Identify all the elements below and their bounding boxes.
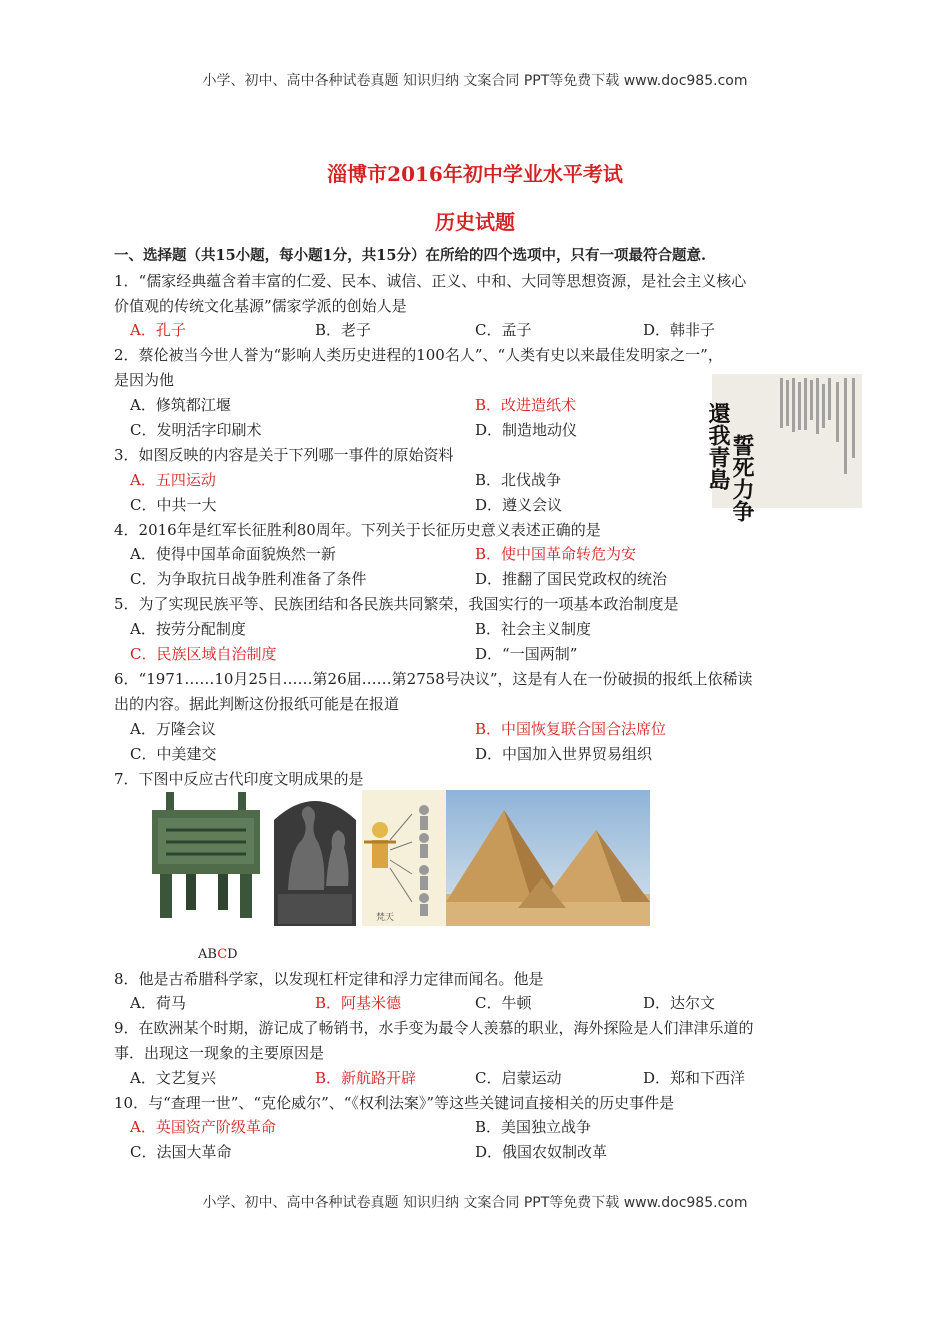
q3-option-c: C．中共一大: [130, 496, 217, 514]
exam-title: 淄博市2016年初中学业水平考试: [327, 162, 623, 186]
q9-stem-2: 事．出现这一现象的主要原因是: [114, 1044, 325, 1062]
q9-option-b: B．新航路开辟: [315, 1069, 417, 1087]
q2-option-c: C．发明活字印刷术: [130, 421, 262, 439]
q8-stem: 8．他是古希腊科学家，以发现杠杆定律和浮力定律而闻名。他是: [114, 970, 544, 988]
q1-option-b: B．老子: [315, 321, 372, 339]
q8-option-d: D．达尔文: [643, 994, 716, 1012]
svg-text:誓死力争: 誓死力争: [729, 434, 755, 522]
q6-stem: 6．“1971……10月25日……第26届……第2758号决议”，这是有人在一份破损的报纸上依稀读: [114, 670, 753, 688]
q6-option-c: C．中美建交: [130, 745, 217, 763]
q7-image-labels: [198, 944, 238, 966]
brahma-caste-image: [362, 790, 446, 926]
q1-stem-2: 价值观的传统文化基源”儒家学派的创始人是: [114, 297, 407, 315]
q7-stem: 7．下图中反应古代印度文明成果的是: [114, 770, 364, 788]
q3-option-a: A．五四运动: [130, 471, 216, 489]
q9-option-d: D．郑和下西洋: [643, 1069, 746, 1087]
q10-stem: 10．与“查理一世”、“克伦威尔”、“《权利法案》”等这些关键词直接相关的历史事件是: [114, 1094, 675, 1112]
q4-option-b: B．使中国革命转危为安: [475, 545, 637, 563]
pyramids-image: [446, 790, 650, 926]
q9-option-c: C．启蒙运动: [475, 1069, 562, 1087]
q10-option-b: B．美国独立战争: [475, 1118, 592, 1136]
q2-option-d: D．制造地动仪: [475, 421, 578, 439]
q9-stem: 9．在欧洲某个时期，游记成了畅销书，水手变为最令人羡慕的职业，海外探险是人们津津乐道的: [114, 1019, 754, 1037]
page-header: 小学、初中、高中各种试卷真题 知识归纳 文案合同 PPT等免费下载 www.doc985.com: [202, 73, 748, 89]
q8-option-a: A．荷马: [130, 994, 186, 1012]
newspaper-image: [705, 374, 862, 522]
svg-text:還我青島: 還我青島: [705, 402, 731, 490]
q2-option-a: A．修筑都江堰: [130, 396, 231, 414]
q10-option-c: C．法国大革命: [130, 1143, 232, 1161]
page-footer: 小学、初中、高中各种试卷真题 知识归纳 文案合同 PPT等免费下载 www.doc985.com: [202, 1195, 748, 1211]
newspaper-photo: [705, 374, 862, 522]
q1-option-c: C．孟子: [475, 321, 532, 339]
q3-option-d: D．遵义会议: [475, 496, 563, 514]
q2-stem-2: 是因为他: [114, 371, 175, 389]
q4-option-d: D．推翻了国民党政权的统治: [475, 570, 668, 588]
bronze-ding-image: [146, 790, 266, 922]
q6-option-d: D．中国加入世界贸易组织: [475, 745, 653, 763]
q2-option-b: B．改进造纸术: [475, 396, 577, 414]
q3-option-b: B．北伐战争: [475, 471, 562, 489]
section-heading: 一、选择题（共15小题，每小题1分，共15分）在所给的四个选项中，只有一项最符合题意.: [114, 247, 706, 264]
q1-option-d: D．韩非子: [643, 321, 716, 339]
q5-option-a: A．按劳分配制度: [130, 620, 246, 638]
q7-label-d: D: [227, 947, 238, 962]
q4-option-c: C．为争取抗日战争胜利准备了条件: [130, 570, 367, 588]
stele-image: [268, 790, 362, 926]
q10-option-a: A．英国资产阶级革命: [130, 1118, 276, 1136]
q10-option-d: D．俄国农奴制改革: [475, 1143, 608, 1161]
q8-option-b: B．阿基米德: [315, 994, 402, 1012]
q5-stem: 5．为了实现民族平等、民族团结和各民族共同繁荣，我国实行的一项基本政治制度是: [114, 595, 679, 613]
q6-option-a: A．万隆会议: [130, 720, 216, 738]
q8-option-c: C．牛顿: [475, 994, 532, 1012]
brahma-label: 梵天: [376, 913, 395, 923]
q6-option-b: B．中国恢复联合国合法席位: [475, 720, 667, 738]
exam-subtitle: 历史试题: [435, 210, 515, 234]
q7-label-c: C: [217, 947, 228, 962]
q5-option-d: D．“一国两制”: [475, 645, 578, 663]
q1-option-a: A．孔子: [130, 321, 186, 339]
q7-label-ab: AB: [198, 947, 218, 962]
q2-stem: 2．蔡伦被当今世人誉为“影响人类历史进程的100名人”、“人类有史以来最佳发明家之一”，: [114, 346, 723, 364]
q5-option-c: C．民族区域自治制度: [130, 645, 277, 663]
q5-option-b: B．社会主义制度: [475, 620, 592, 638]
q6-stem-2: 出的内容。据此判断这份报纸可能是在报道: [114, 695, 400, 713]
q3-stem: 3．如图反映的内容是关于下列哪一事件的原始资料: [114, 446, 454, 464]
q4-stem: 4．2016年是红军长征胜利80周年。下列关于长征历史意义表述正确的是: [114, 521, 601, 539]
q1-stem: 1．“儒家经典蕴含着丰富的仁爱、民本、诚信、正义、中和、大同等思想资源，是社会主义核心: [114, 272, 747, 290]
q9-option-a: A．文艺复兴: [130, 1069, 216, 1087]
q4-option-a: A．使得中国革命面貌焕然一新: [130, 545, 336, 563]
